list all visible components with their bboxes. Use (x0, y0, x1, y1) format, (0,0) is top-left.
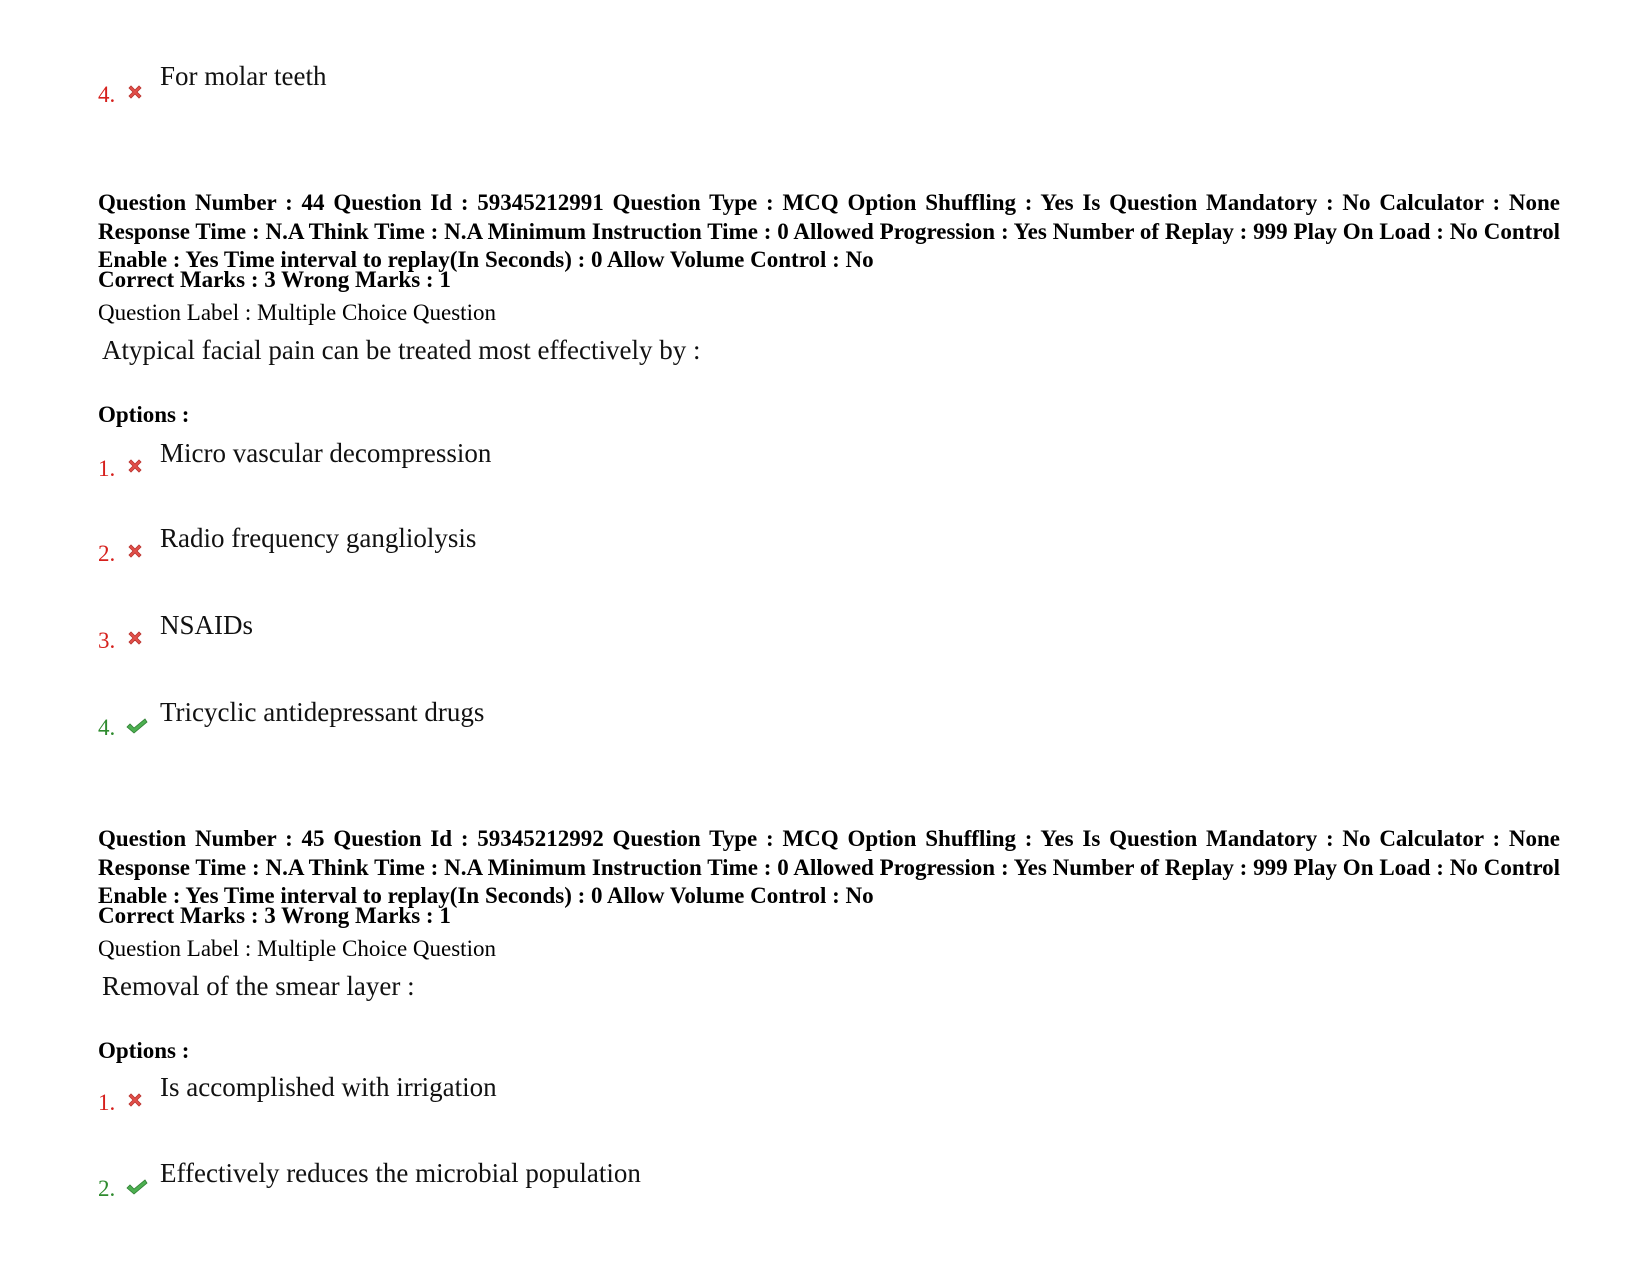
option-number: 2. (98, 1176, 116, 1201)
option-text: Effectively reduces the microbial population (160, 1158, 641, 1188)
question-label: Question Label : Multiple Choice Question (98, 300, 496, 325)
option-number: 3. (98, 628, 116, 653)
question-label: Question Label : Multiple Choice Question (98, 936, 496, 961)
check-icon (125, 1177, 149, 1197)
cross-icon (125, 1090, 145, 1110)
options-heading: Options : (98, 402, 190, 427)
options-heading: Options : (98, 1038, 190, 1063)
option-text: Is accomplished with irrigation (160, 1072, 497, 1102)
cross-icon (125, 82, 145, 102)
question-meta: Question Number : 44 Question Id : 59345212991 Question Type : MCQ Option Shuffling : Yes Is Question Mandatory : No Calculator : None Response Time : N.A Think Time : N.A Minimum Instruction Time : 0 Allowed Progression : Yes Number of Replay : 999 Play On Load : No Control Enable : Yes Time interval to replay(In Seconds) : 0 Allow Volume Control : No (98, 190, 1560, 272)
option-text: Tricyclic antidepressant drugs (160, 697, 485, 727)
option-text: NSAIDs (160, 610, 254, 640)
cross-icon (125, 541, 145, 561)
question-text: Atypical facial pain can be treated most effectively by : (102, 335, 701, 365)
option-text: For molar teeth (160, 61, 327, 91)
cross-icon (125, 628, 145, 648)
option-text: Micro vascular decompression (160, 438, 492, 468)
option-number: 4. (98, 715, 116, 740)
option-number: 4. (98, 82, 116, 107)
option-number: 1. (98, 1090, 116, 1115)
option-text: Radio frequency gangliolysis (160, 523, 477, 553)
question-text: Removal of the smear layer : (102, 971, 415, 1001)
check-icon (125, 716, 149, 736)
question-marks: Correct Marks : 3 Wrong Marks : 1 (98, 267, 451, 292)
option-number: 1. (98, 456, 116, 481)
question-marks: Correct Marks : 3 Wrong Marks : 1 (98, 903, 451, 928)
option-number: 2. (98, 541, 116, 566)
question-meta: Question Number : 45 Question Id : 59345212992 Question Type : MCQ Option Shuffling : Yes Is Question Mandatory : No Calculator : None Response Time : N.A Think Time : N.A Minimum Instruction Time : 0 Allowed Progression : Yes Number of Replay : 999 Play On Load : No Control Enable : Yes Time interval to replay(In Seconds) : 0 Allow Volume Control : No (98, 826, 1560, 908)
cross-icon (125, 456, 145, 476)
